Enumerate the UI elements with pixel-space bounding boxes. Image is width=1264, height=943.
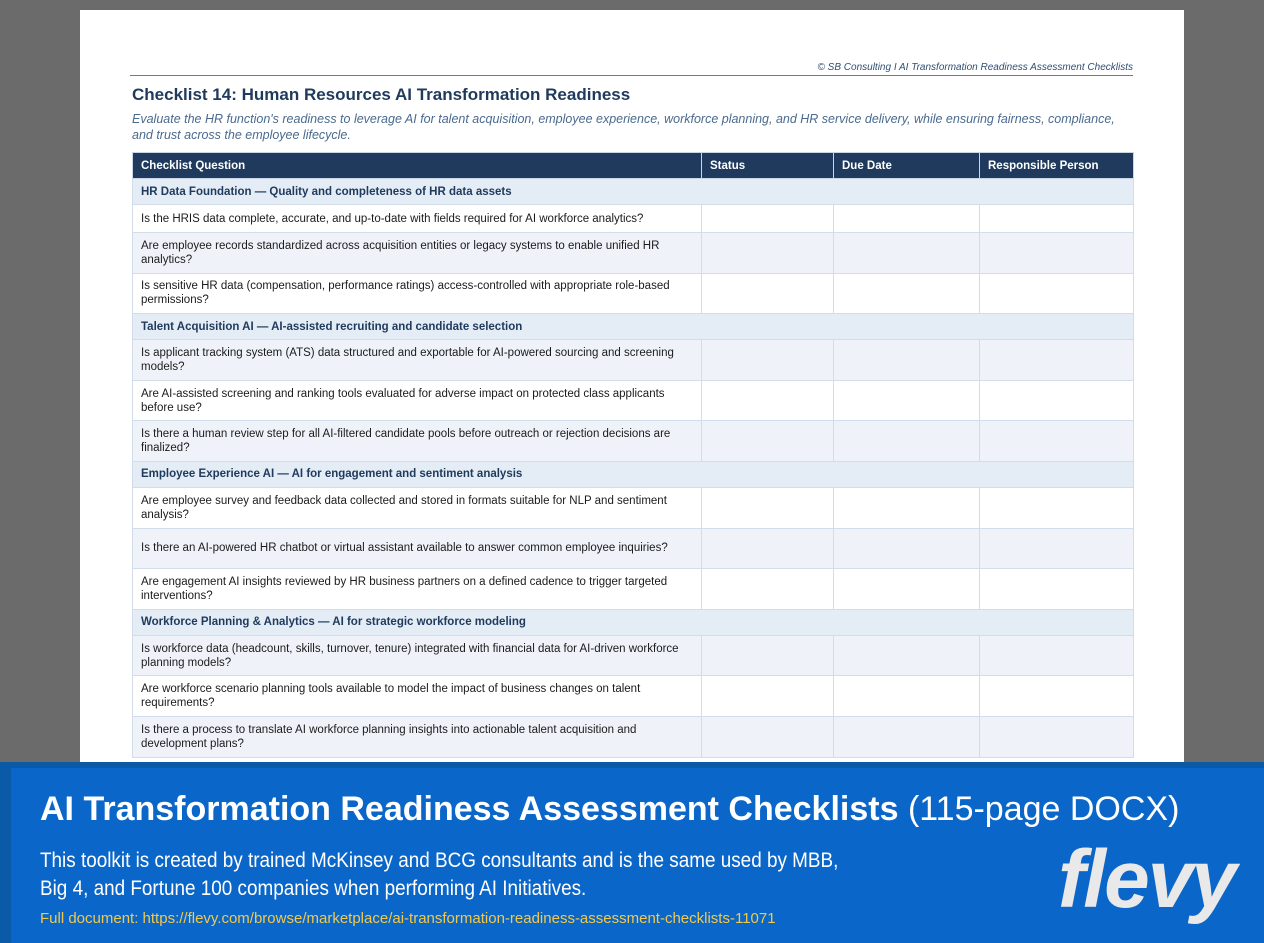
question-cell: Is applicant tracking system (ATS) data structured and exportable for AI-powered sourcing and screening models? [133,340,702,381]
responsible-person-cell[interactable] [980,528,1134,569]
responsible-person-cell[interactable] [980,635,1134,676]
question-cell: Is the HRIS data complete, accurate, and up-to-date with fields required for AI workforce analytics? [133,205,702,233]
responsible-person-cell[interactable] [980,340,1134,381]
status-cell[interactable] [702,380,834,421]
promo-link[interactable]: Full document: https://flevy.com/browse/marketplace/ai-transformation-readiness-assessment-checklists-11071 [40,910,776,927]
table-row [133,340,1134,381]
column-header-responsible-person: Responsible Person [980,153,1134,179]
status-cell[interactable] [702,716,834,757]
table-row [133,205,1134,233]
section-title: Workforce Planning & Analytics — AI for strategic workforce modeling [133,609,1134,635]
responsible-person-cell[interactable] [980,380,1134,421]
section-title: Talent Acquisition AI — AI-assisted recruiting and candidate selection [133,314,1134,340]
responsible-person-cell[interactable] [980,716,1134,757]
due-date-cell[interactable] [834,487,980,528]
question-cell: Are employee records standardized across acquisition entities or legacy systems to enable unified HR analytics? [133,233,702,274]
question-cell: Is there a process to translate AI workforce planning insights into actionable talent acquisition and development plans? [133,716,702,757]
due-date-cell[interactable] [834,716,980,757]
promo-title [40,790,1179,829]
section-row [133,461,1134,487]
page-header: © SB Consulting I AI Transformation Readiness Assessment Checklists [130,62,1133,76]
promo-title-format: (115-page DOCX) [898,790,1180,828]
table-row [133,528,1134,569]
section-row [133,179,1134,205]
table-row [133,635,1134,676]
question-cell: Are AI-assisted screening and ranking tools evaluated for adverse impact on protected class applicants before use? [133,380,702,421]
section-row [133,314,1134,340]
due-date-cell[interactable] [834,635,980,676]
checklist-table [132,152,1134,758]
status-cell[interactable] [702,233,834,274]
table-row [133,233,1134,274]
column-header-question: Checklist Question [133,153,702,179]
section-title: Employee Experience AI — AI for engagement and sentiment analysis [133,461,1134,487]
table-header-row [133,153,1134,179]
status-cell[interactable] [702,340,834,381]
responsible-person-cell[interactable] [980,487,1134,528]
question-cell: Is workforce data (headcount, skills, turnover, tenure) integrated with financial data for AI-driven workforce planning models? [133,635,702,676]
due-date-cell[interactable] [834,421,980,462]
column-header-status: Status [702,153,834,179]
section-title: HR Data Foundation — Quality and completeness of HR data assets [133,179,1134,205]
status-cell[interactable] [702,273,834,314]
status-cell[interactable] [702,569,834,610]
question-cell: Is there an AI-powered HR chatbot or virtual assistant available to answer common employee inquiries? [133,528,702,569]
question-cell: Is there a human review step for all AI-filtered candidate pools before outreach or rejection decisions are finalized? [133,421,702,462]
due-date-cell[interactable] [834,380,980,421]
status-cell[interactable] [702,528,834,569]
promo-description: This toolkit is created by trained McKinsey and BCG consultants and is the same used by MBB, Big 4, and Fortune 100 companies when performing AI Initiatives. [40,849,839,900]
responsible-person-cell[interactable] [980,273,1134,314]
flevy-logo: flevy [1058,834,1235,925]
responsible-person-cell[interactable] [980,205,1134,233]
due-date-cell[interactable] [834,569,980,610]
responsible-person-cell[interactable] [980,676,1134,717]
question-cell: Are workforce scenario planning tools available to model the impact of business changes on talent requirements? [133,676,702,717]
table-row [133,569,1134,610]
due-date-cell[interactable] [834,676,980,717]
table-row [133,380,1134,421]
question-cell: Is sensitive HR data (compensation, performance ratings) access-controlled with appropriate role-based permissions? [133,273,702,314]
document-page [80,10,1184,770]
status-cell[interactable] [702,205,834,233]
table-row [133,487,1134,528]
responsible-person-cell[interactable] [980,233,1134,274]
column-header-due-date: Due Date [834,153,980,179]
due-date-cell[interactable] [834,205,980,233]
status-cell[interactable] [702,635,834,676]
status-cell[interactable] [702,487,834,528]
page-title: Checklist 14: Human Resources AI Transformation Readiness [132,85,631,104]
question-cell: Are employee survey and feedback data collected and stored in formats suitable for NLP and sentiment analysis? [133,487,702,528]
table-row [133,273,1134,314]
status-cell[interactable] [702,421,834,462]
due-date-cell[interactable] [834,528,980,569]
table-row [133,716,1134,757]
responsible-person-cell[interactable] [980,421,1134,462]
responsible-person-cell[interactable] [980,569,1134,610]
question-cell: Are engagement AI insights reviewed by HR business partners on a defined cadence to trigger targeted interventions? [133,569,702,610]
page-subtitle: Evaluate the HR function's readiness to leverage AI for talent acquisition, employee experience, workforce planning, and HR service delivery, while ensuring fairness, compliance, and trust across the employee lifecycle. [132,112,1115,142]
table-row [133,676,1134,717]
section-row [133,609,1134,635]
due-date-cell[interactable] [834,233,980,274]
due-date-cell[interactable] [834,340,980,381]
table-row [133,421,1134,462]
promo-title-main: AI Transformation Readiness Assessment Checklists [40,790,899,828]
due-date-cell[interactable] [834,273,980,314]
status-cell[interactable] [702,676,834,717]
